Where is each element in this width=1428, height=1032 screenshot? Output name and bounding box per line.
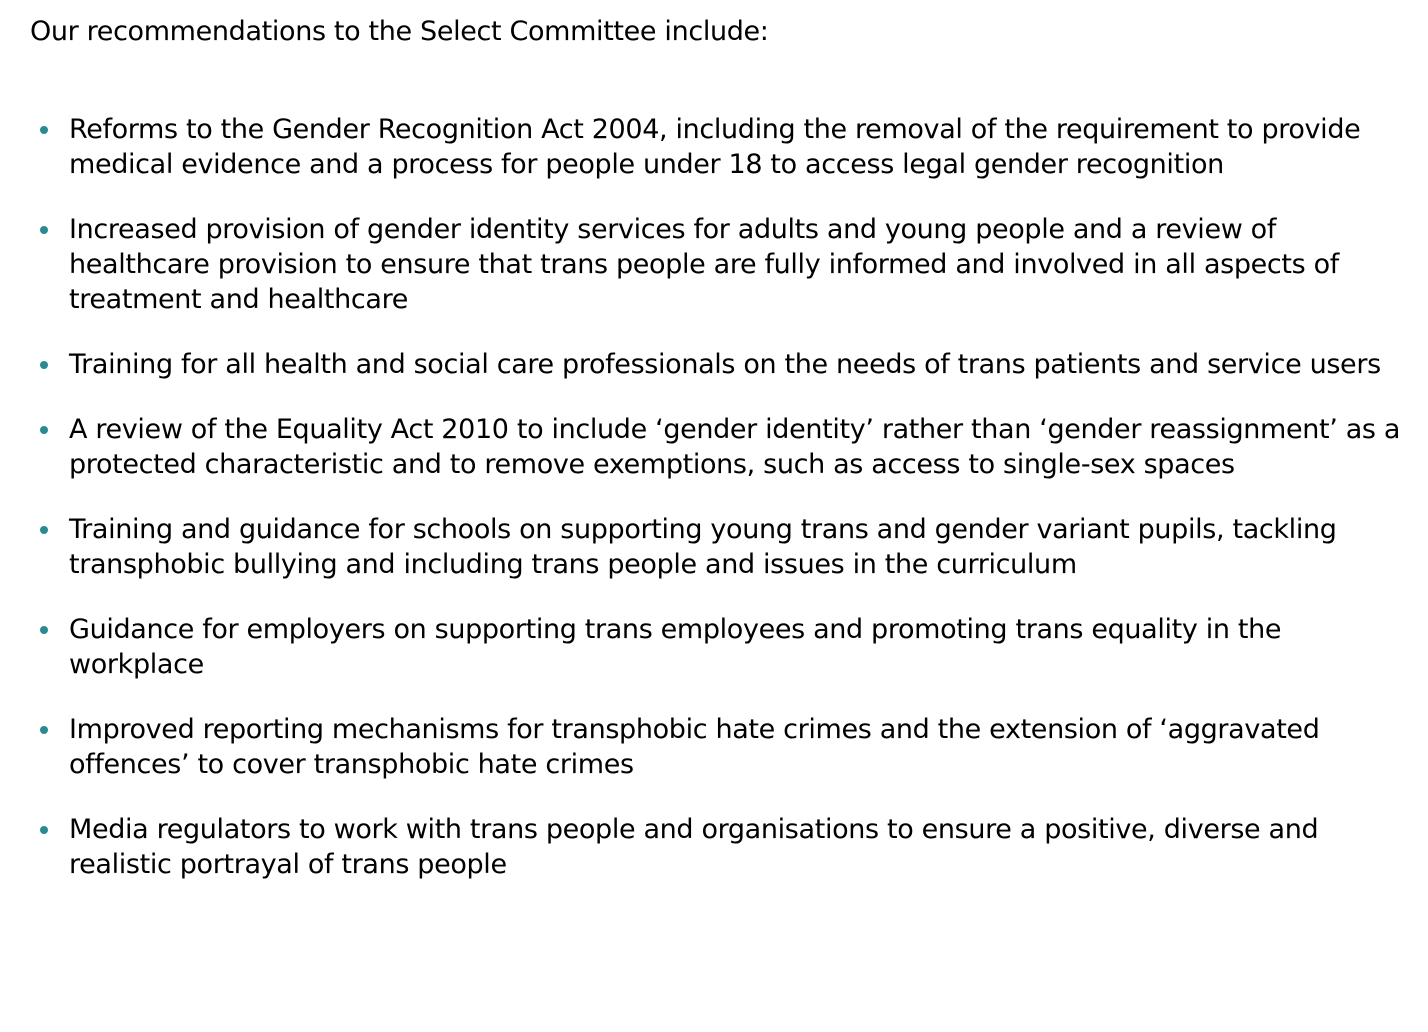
recommendation-text: Improved reporting mechanisms for transphobic hate crimes and the extension of ‘aggravated offences’ to cover transphobic hate crimes <box>69 714 1320 780</box>
recommendation-text: Training and guidance for schools on supporting young trans and gender variant pupils, tackling transphobic bullying and including trans people and issues in the curriculum <box>69 514 1337 580</box>
recommendation-text: A review of the Equality Act 2010 to include ‘gender identity’ rather than ‘gender reassignment’ as a protected characteristic and to remove exemptions, such as access to single-sex spaces <box>69 414 1401 480</box>
recommendation-text: Media regulators to work with trans people and organisations to ensure a positive, diverse and realistic portrayal of trans people <box>69 814 1319 880</box>
bullet-icon <box>40 526 48 534</box>
list-item <box>30 112 1405 182</box>
recommendation-text: Training for all health and social care professionals on the needs of trans patients and service users <box>69 349 1381 380</box>
bullet-icon <box>40 126 48 134</box>
recommendations-list <box>30 112 1405 912</box>
list-item <box>30 512 1405 582</box>
bullet-icon <box>40 361 48 369</box>
bullet-icon <box>40 726 48 734</box>
recommendation-text: Guidance for employers on supporting trans employees and promoting trans equality in the workplace <box>69 614 1282 680</box>
intro-text: Our recommendations to the Select Committee include: <box>30 16 769 47</box>
list-item <box>30 212 1405 317</box>
list-item <box>30 712 1405 782</box>
list-item <box>30 347 1405 382</box>
bullet-icon <box>40 426 48 434</box>
list-item <box>30 412 1405 482</box>
recommendation-text: Reforms to the Gender Recognition Act 2004, including the removal of the requirement to provide medical evidence and a process for people under 18 to access legal gender recognition <box>69 114 1361 180</box>
list-item <box>30 812 1405 882</box>
bullet-icon <box>40 626 48 634</box>
list-item <box>30 612 1405 682</box>
document-page <box>30 14 1405 880</box>
bullet-icon <box>40 226 48 234</box>
bullet-icon <box>40 826 48 834</box>
recommendation-text: Increased provision of gender identity services for adults and young people and a review of healthcare provision to ensure that trans people are fully informed and involved in all aspects of treatment and healthcare <box>69 214 1339 315</box>
